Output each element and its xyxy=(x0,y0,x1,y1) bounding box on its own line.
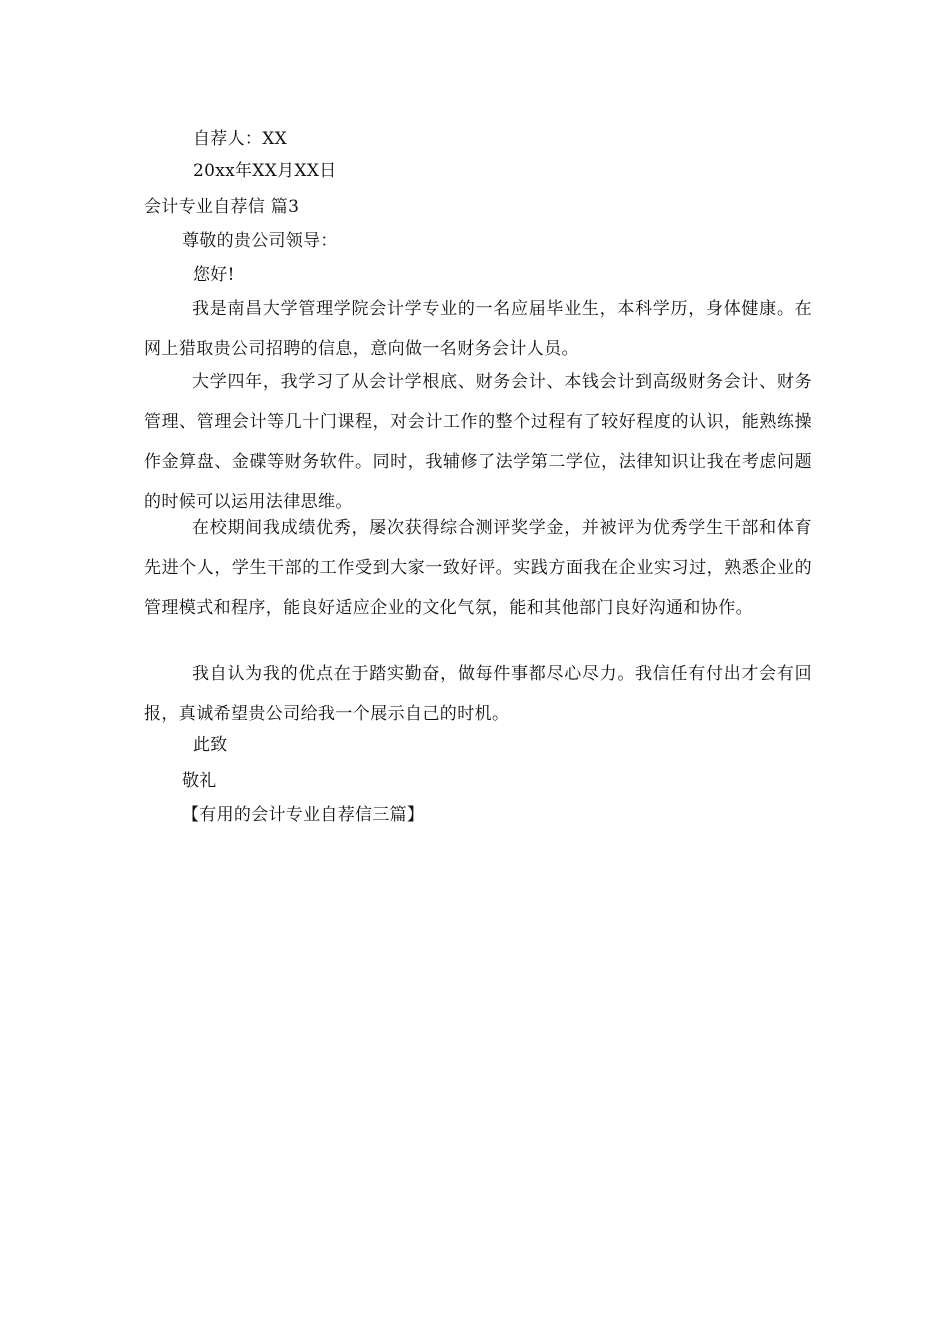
paragraph-2: 大学四年，我学习了从会计学根底、财务会计、本钱会计到高级财务会计、财务管理、管理会计等几十门课程，对会计工作的整个过程有了较好程度的认识，能熟练操作金算盘、金碟等财务软件。同时，我辅修了法学第二学位，法律知识让我在考虑问题的时候可以运用法律思维。 xyxy=(144,372,812,512)
paragraph-4: 我自认为我的优点在于踏实勤奋，做每件事都尽心尽力。我信任有付出才会有回报，真诚希望贵公司给我一个展示自己的时机。 xyxy=(144,664,812,724)
paragraph-1: 我是南昌大学管理学院会计学专业的一名应届毕业生，本科学历，身体健康。在网上猎取贵公司招聘的信息，意向做一名财务会计人员。 xyxy=(144,299,812,359)
section-title: 会计专业自荐信 篇3 xyxy=(144,197,300,217)
footer-title: 【有用的会计专业自荐信三篇】 xyxy=(182,805,425,825)
greeting: 您好! xyxy=(193,265,235,285)
salutation: 尊敬的贵公司领导： xyxy=(182,231,338,251)
date-line: 20xx年XX月XX日 xyxy=(193,161,337,181)
paragraph-3: 在校期间我成绩优秀，屡次获得综合测评奖学金，并被评为优秀学生干部和体育先进个人，学生干部的工作受到大家一致好评。实践方面我在企业实习过，熟悉企业的管理模式和程序，能良好适应企业的文化气氛，能和其他部门良好沟通和协作。 xyxy=(144,518,812,618)
closing-line-2: 敬礼 xyxy=(182,771,217,791)
closing-line-1: 此致 xyxy=(193,735,228,755)
signer-line: 自荐人：XX xyxy=(193,129,288,149)
